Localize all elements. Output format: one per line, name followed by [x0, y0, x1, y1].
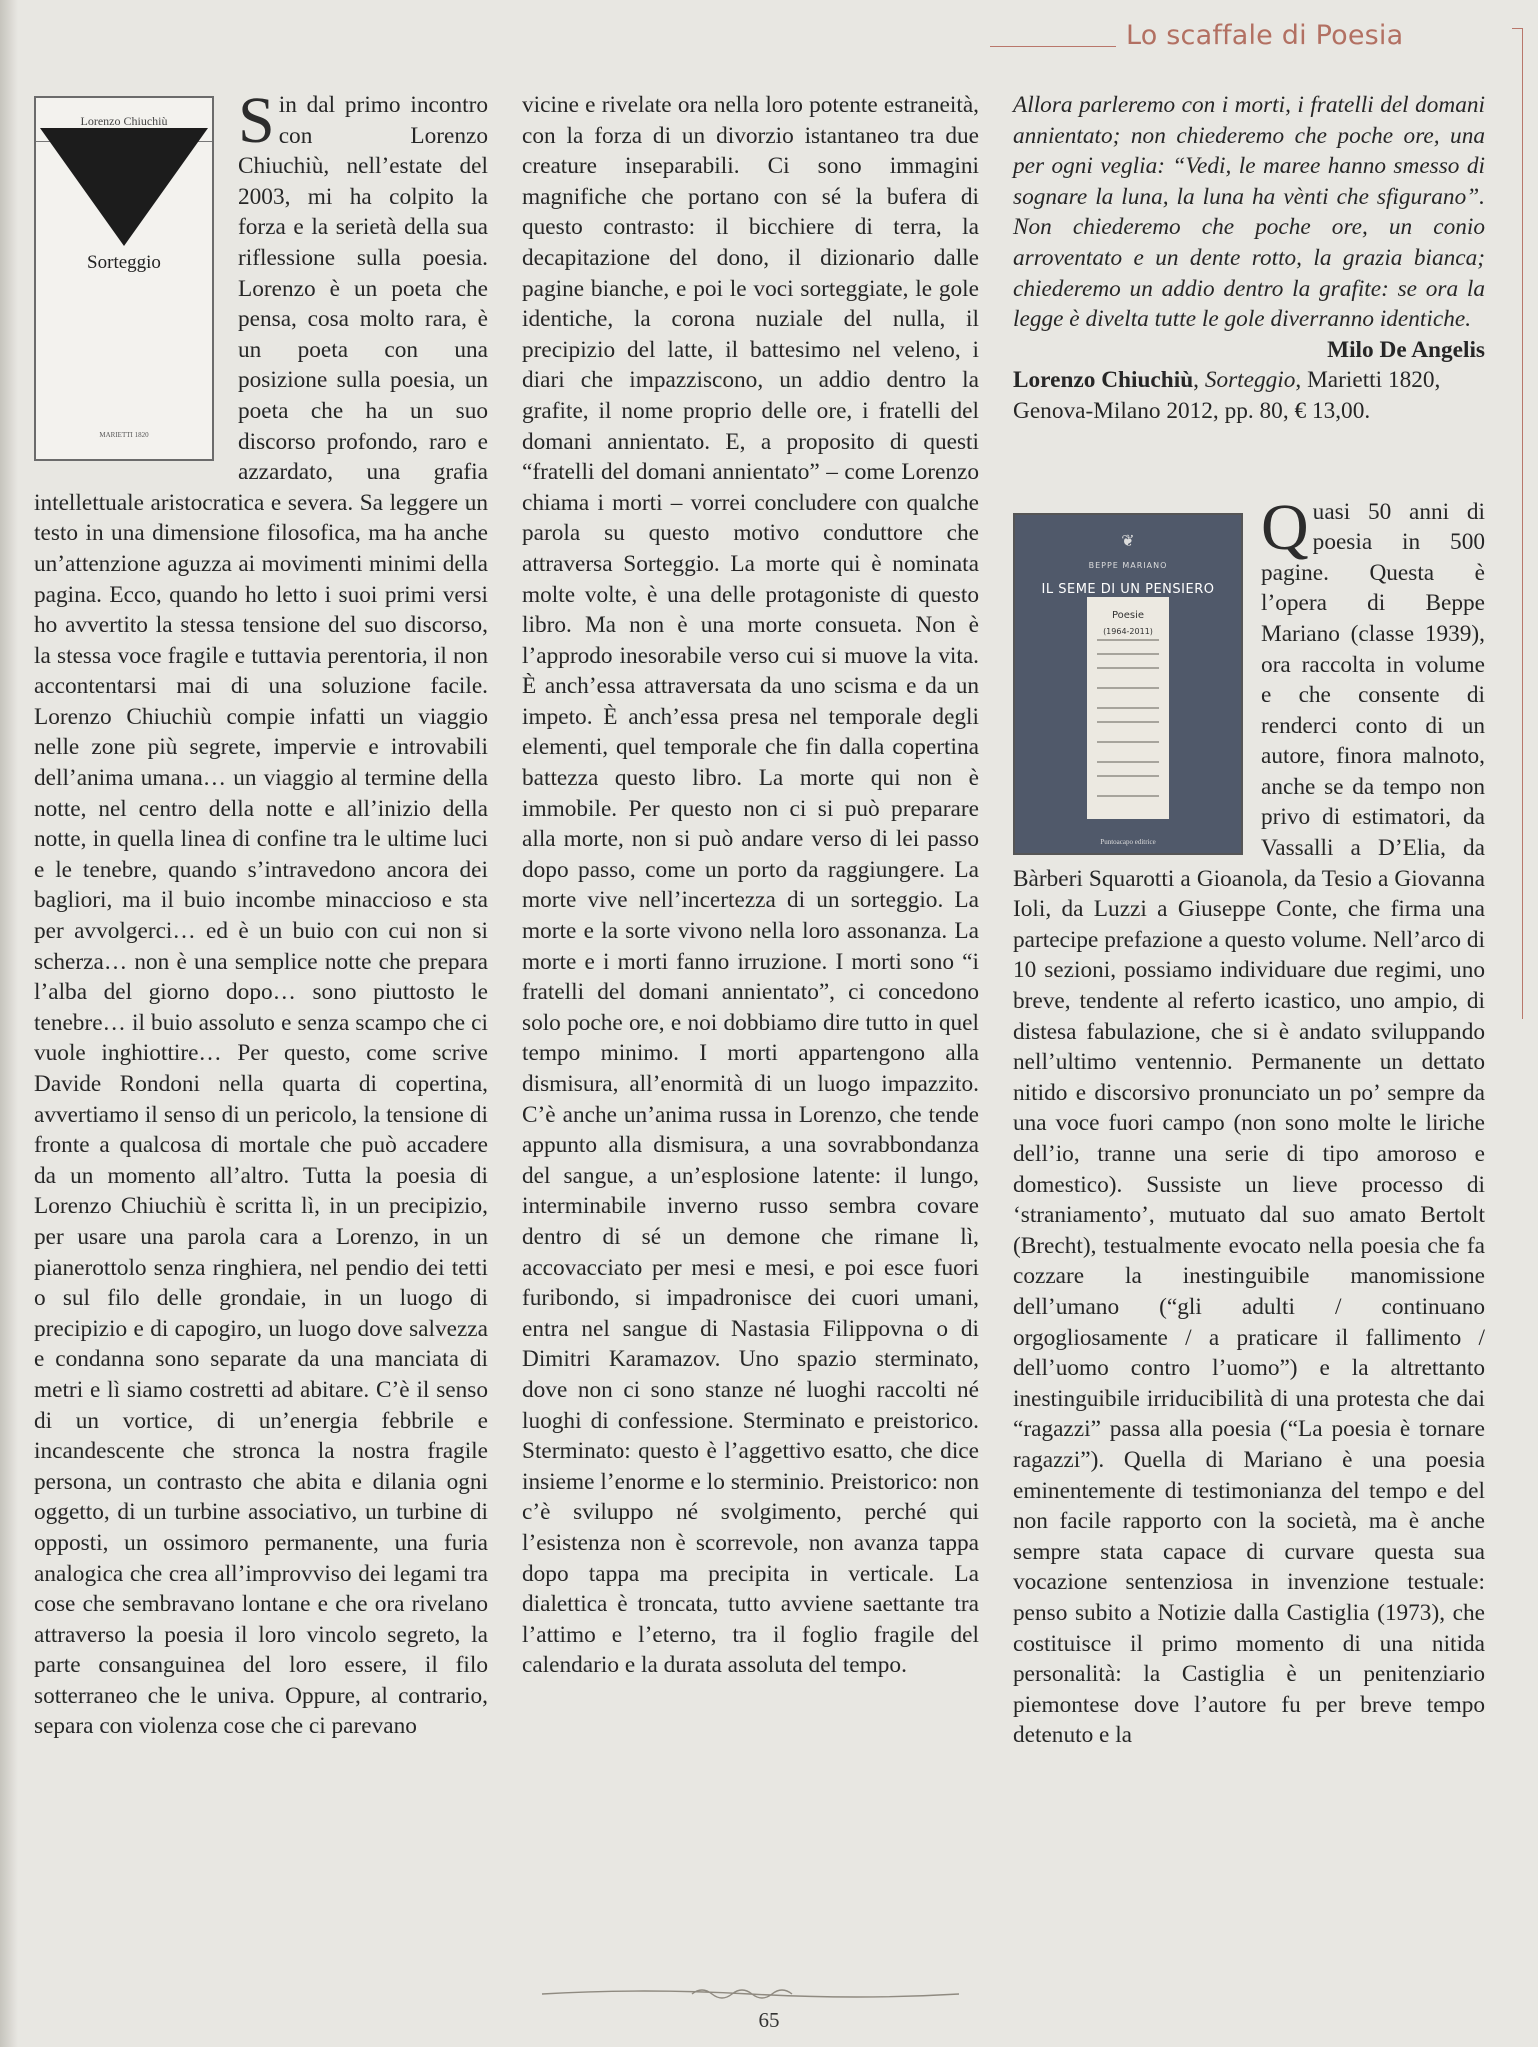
cover-title: Sorteggio	[87, 252, 161, 273]
header-rule	[990, 46, 1116, 47]
bibliography-entry: Lorenzo Chiuchiù, Sorteggio, Marietti 1820, Genova-Milano 2012, pp. 80, € 13,00.	[1013, 367, 1441, 424]
bibliography-title: Sorteggio	[1204, 367, 1296, 394]
cover-triangle-image	[40, 128, 208, 246]
cover-publisher: Puntoacapo editrice	[1100, 837, 1156, 846]
cover-author: BEPPE MARIANO	[1088, 560, 1168, 570]
cover-text-strip	[1087, 597, 1169, 819]
cover-text-line	[1097, 795, 1159, 797]
bibliography-author: Lorenzo Chiuchiù	[1013, 367, 1194, 394]
page-number: 65	[758, 2008, 780, 2032]
cover-publisher: MARIETTI 1820	[99, 431, 149, 439]
review-signature: Milo De Angelis	[1327, 336, 1485, 363]
cover-title: IL SEME DI UN PENSIERO	[1041, 581, 1215, 597]
column-3	[1013, 90, 1485, 1751]
drop-cap: Q	[1261, 490, 1309, 564]
section-gap	[1013, 427, 1485, 497]
cover-text-line	[1097, 687, 1159, 689]
cover-text-line	[1097, 639, 1159, 641]
cover-text-line	[1097, 721, 1159, 723]
cover-text-line	[1097, 741, 1159, 743]
footer-ornament	[522, 1984, 979, 2004]
cover-text-line	[1097, 775, 1159, 777]
cover-text-line	[1097, 707, 1159, 709]
cover-author: Lorenzo Chiuchiù	[36, 106, 212, 142]
review-1-paragraph-2: vicine e rivelate ora nella loro potente estraneità, con la forza di un divorzio istantaneo tra due creature inseparabili. Ci sono immagini magnifiche che portano con sé la bufera di questo contrasto: il bicchiere di terra, la decapitazione del dono, il dizionario dalle pagine bianche, e poi le voci sorteggiate, le gole identiche, la corona nuziale del nulla, il precipizio del latte, il battesimo nel veleno, i diari che impazziscono, un addio dentro la grafite, il nome proprio delle ore, i fratelli del domani annientato. E, a proposito di questi “fratelli del domani annientato” – come Lorenzo chiama i morti – vorrei concludere con qualche parola su questo motivo conduttore che attraversa Sorteggio. La morte qui è nominata molte volte, è una delle protagoniste di questo libro. Ma non è una morte consueta. Non è l’approdo inesorabile verso cui si muove la vita. È anch’essa attraversata da uno scisma e da un impeto. È anch’essa presa nel temporale degli elementi, quel temporale che fin dalla copertina battezza questo libro. La morte qui non è immobile. Per questo non ci si può preparare alla morte, non si può andare verso di lei passo dopo passo, come un porto da raggiungere. La morte vive nell’incertezza di un sorteggio. La morte e la sorte vivono nella loro assonanza. La morte e i morti fanno irruzione. I morti sono “i fratelli del domani annientato”, ci concedono solo poche ore, e noi dobbiamo dire tutto in quel tempo minimo. I morti appartengono alla dismisura, all’enormità di un luogo impazzito. C’è anche un’anima russa in Lorenzo, che tende appunto alla dismisura, a una sovrabbondanza del sangue, a un’esplosione latente: il lungo, interminabile inverno russo sembra covare dentro di sé un demone che rimane lì, accovacciato per mesi e mesi, e poi esce fuori furibondo, si impadronisce dei cuori umani, entra nel sangue di Nastasia Filippovna o di Dimitri Karamazov. Uno spazio sterminato, dove non ci sono stanze né luoghi raccolti né luoghi di confessione. Sterminato e preistorico. Sterminato: questo è l’aggettivo esatto, che dice insieme l’enorme e lo sterminio. Preistorico: non c’è sviluppo né svolgimento, perché qui l’esistenza non è scorrevole, non avanza tappa dopo tappa ma precipita in verticale. La dialettica è troncata, tutto avviene saettante tra l’attimo e l’eterno, tra il foglio fragile del calendario e la durata assoluta del tempo.	[522, 92, 979, 1679]
review-2-text: uasi 50 anni di poesia in 500 pagine. Questa è l’opera di Beppe Mariano (classe 1939), ora raccolta in volume e che consente di renderci conto di un autore, finora malnoto, anche se da tempo non privo di estimatori, da Vassalli a D’Elia, da Bàrberi Squarotti a Gioanola, da Tesio a Giovanna Ioli, da Luzzi a Giuseppe Conte, che firma una partecipe prefazione a questo volume. Nell’arco di 10 sezioni, possiamo individuare due regimi, uno breve, tendente al referto icastico, uno ampio, di distesa fabulazione, che si è andato sviluppando nell’ultimo ventennio. Permanente un dettato nitido e discorsivo pronunciato un po’ sempre da una voce fuori campo (non sono molte le liriche dell’io, tranne una serie di tipo amoroso e domestico). Sussiste un lieve processo di ‘straniamento’, mutuato dal suo amato Bertolt (Brecht), testualmente evocato nella poesia che fa cozzare la inestinguibile manomissione dell’umano (“gli adulti / continuano orgogliosamente / a praticare il fallimento / dell’uomo contro l’uomo”) e la altrettanto inestinguibile irriducibilità di una protesta che dai “ragazzi” passa alla poesia (“La poesia è tornare ragazzi”). Quella di Mariano è una poesia eminentemente di testimonianza del tempo e del non facile rapporto con la società, ma è anche sempre stata capace di curvare questa sua vocazione sentenziosa in invenzione testuale: penso subito a Notizie dalla Castiglia (1973), che costituisce il primo momento di una nitida personalità: la Castiglia è un penitenziario piemontese dove l’autore fu per breve tempo detenuto e la	[1013, 498, 1485, 1749]
cover-text-line	[1097, 653, 1159, 655]
drop-cap: S	[238, 84, 275, 157]
cover-years: (1964-2011)	[1103, 626, 1153, 636]
review-1-text-1: in dal primo incontro con Lorenzo Chiuchiù, nell’estate del 2003, mi ha colpito la forza e la serietà della sua riflessione sulla poesia. Lorenzo è un poeta che pensa, cosa molto rara, è un poeta con una posizione sulla poesia, un poeta che ha un suo discorso profondo, raro e azzardato, una grafia intellettuale aristocratica e severa. Sa leggere un testo in una dimensione filosofica, ma ha anche un’attenzione aguzza ai movimenti minimi della pagina. Ecco, quando ho letto i suoi primi versi ho avvertito la stessa tensione del suo discorso, la stessa voce fragile e tuttavia perentoria, il non accontentarsi mai di una soluzione facile. Lorenzo Chiuchiù compie infatti un viaggio nelle zone più segrete, impervie e introvabili dell’anima umana… un viaggio al termine della notte, nel centro della notte e all’inizio della notte, in quella linea di confine tra le ultime luci e le tenebre, quando s’intravedono ancora dei bagliori, ma il buio incombe minaccioso e sta per avvolgerci… ed è un buio con cui non si scherza… non è una semplice notte che prepara l’alba del giorno dopo… sono piuttosto le tenebre… il buio assoluto e senza scampo che ci vuole inghiottire… Per questo, come scrive Davide Rondoni nella quarta di copertina, avvertiamo il senso di un pericolo, la tensione di fronte a qualcosa di mortale che può accadere da un momento all’altro. Tutta la poesia di Lorenzo Chiuchiù è scritta lì, in un precipizio, per usare una parola cara a Lorenzo, in un pianerottolo senza ringhiera, nel pendio dei tetti o sul filo delle grondaie, in un luogo di precipizio e di capogiro, un luogo dove salvezza e condanna sono separate da una manciata di metri e lì siamo costretti ad abitare. C’è il senso di un vortice, di un’energia febbrile e incandescente che stronca la nostra fragile persona, un contrasto che abita e dilania ogni oggetto, di un turbine associativo, un turbine di opposti, un ossimoro permanente, una furia analogica che crea all’improvviso dei legami tra cose che sembravano lontane e che ora rivelano attraverso la poesia il loro vincolo segreto, la parte consanguinea del loro essere, il filo sotterraneo che le univa. Oppure, al contrario, separa con violenza cose che ci parevano	[34, 92, 488, 1740]
binding-shadow	[0, 0, 18, 2047]
column-1	[34, 84, 488, 1742]
review-1-quote: Allora parleremo con i morti, i fratelli del domani annientato; non chiederemo che poche ore, una per ogni veglia: “Vedi, le maree hanno smesso di sognare la luna, la luna ha vènti che sfigurano”. Non chiederemo che poche ore, un conio arroventato e un dente rotto, la grazia bianca; chiederemo un addio dentro la grafite: se ora la legge è divelta tutte le gole diverranno identiche.	[1013, 92, 1485, 333]
bibliography-details: , Marietti 1820, Genova-Milano 2012, pp. 80, € 13,00.	[1013, 367, 1441, 424]
book-cover-sorteggio	[34, 96, 214, 461]
cover-logo-icon: ❦	[1121, 532, 1135, 550]
page-frame-border	[1512, 28, 1523, 1019]
cover-text-line	[1097, 761, 1159, 763]
section-header: Lo scaffale di Poesia	[1126, 20, 1404, 51]
cover-subtitle: Poesie	[1111, 609, 1145, 621]
cover-text-line	[1097, 667, 1159, 669]
book-cover-il-seme	[1013, 513, 1243, 855]
column-2	[522, 90, 979, 1681]
